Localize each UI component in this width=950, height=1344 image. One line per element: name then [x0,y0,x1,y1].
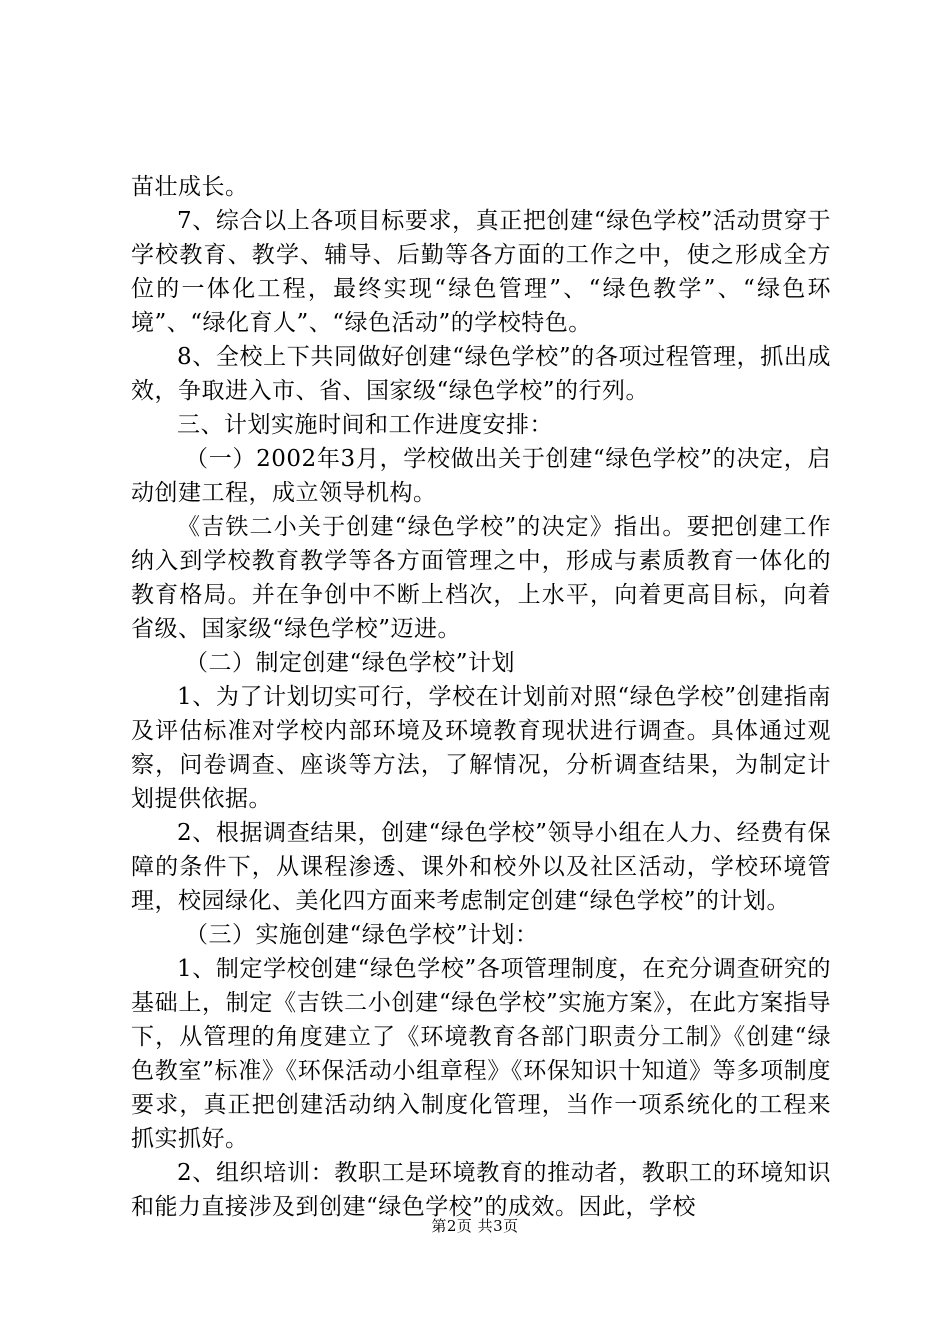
subheading-3: （三）实施创建“绿色学校”计划： [185,922,539,948]
subheading-1: （一）2002年3月，学校做出关于创建“绿色学校”的决定，启动创建工程，成立领导机构。 [131,446,831,506]
paragraph-6: 2、根据调查结果，创建“绿色学校”领导小组在人力、经费有保障的条件下，从课程渗透、课外和校外以及社区活动，学校环境管理，校园绿化、美化四方面来考虑制定创建“绿色学校”的计划。 [131,820,831,914]
paragraph-5: 1、为了计划切实可行，学校在计划前对照“绿色学校”创建指南及评估标准对学校内部环境及环境教育现状进行调查。具体通过观察，问卷调查、座谈等方法，了解情况，分析调查结果，为制定计划提供依据。 [131,684,831,812]
paragraph-7: 1、制定学校创建“绿色学校”各项管理制度，在充分调查研究的基础上，制定《吉铁二小创建“绿色学校”实施方案》，在此方案指导下，从管理的角度建立了《环境教育各部门职责分工制》《创建“绿色教室”标准》《环保活动小组章程》《环保知识十知道》等多项制度要求，真正把创建活动纳入制度化管理，当作一项系统化的工程来抓实抓好。 [131,956,831,1152]
paragraph-3: 8、全校上下共同做好创建“绿色学校”的各项过程管理，抓出成效，争取进入市、省、国家级“绿色学校”的行列。 [131,344,831,404]
paragraph-1: 苗壮成长。 [131,174,249,200]
subheading-2: （二）制定创建“绿色学校”计划 [185,650,516,676]
page-footer: 第2页 共3页 [431,1217,519,1235]
paragraph-8: 2、组织培训：教职工是环境教育的推动者，教职工的环境知识和能力直接涉及到创建“绿色学校”的成效。因此，学校 [131,1160,831,1220]
paragraph-2: 7、综合以上各项目标要求，真正把创建“绿色学校”活动贯穿于学校教育、教学、辅导、后勤等各方面的工作之中，使之形成全方位的一体化工程，最终实现“绿色管理”、“绿色教学”、“绿色环境”、“绿化育人”、“绿色活动”的学校特色。 [131,208,831,336]
section-heading-3: 三、计划实施时间和工作进度安排： [177,412,553,438]
document-body [131,170,831,1224]
paragraph-4: 《吉铁二小关于创建“绿色学校”的决定》指出。要把创建工作纳入到学校教育教学等各方面管理之中，形成与素质教育一体化的教育格局。并在争创中不断上档次，上水平，向着更高目标，向着省级、国家级“绿色学校”迈进。 [131,514,831,642]
